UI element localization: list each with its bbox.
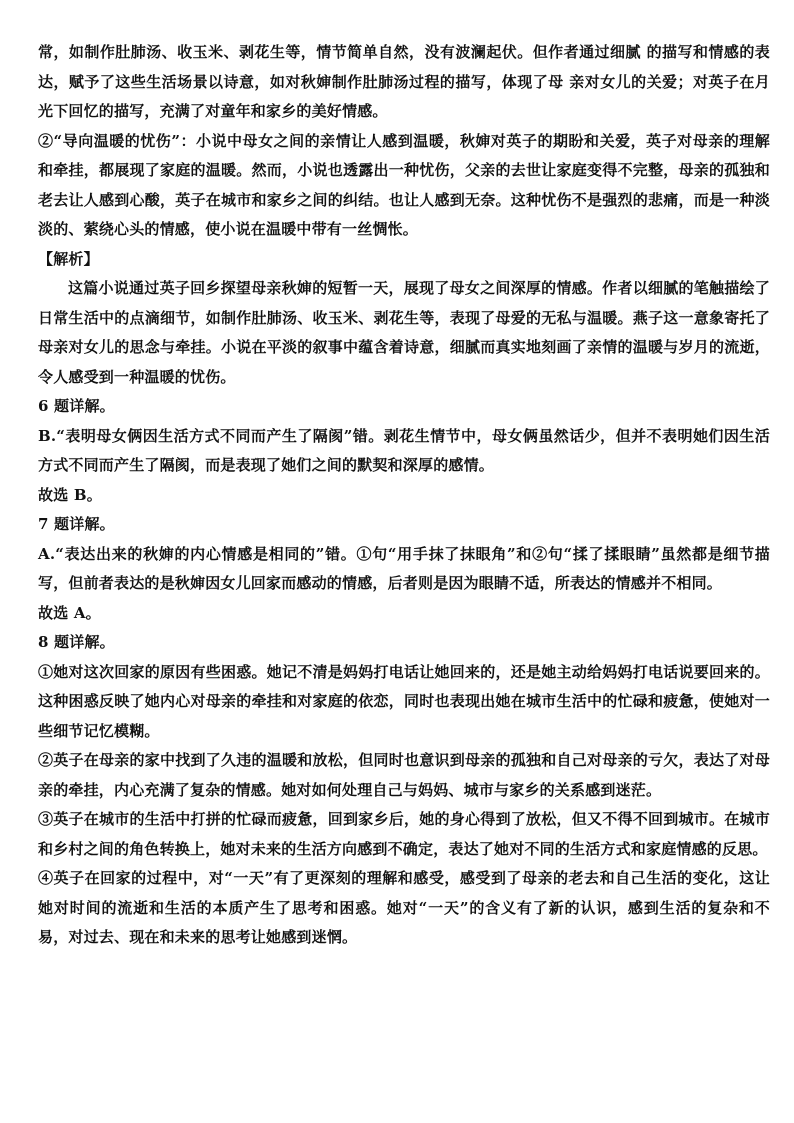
- question-7-heading: 7 题详解。: [38, 515, 115, 533]
- question-8-point-4: ④英子在回家的过程中，对“一天”有了更深刻的理解和感受，感受到了母亲的老去和自己生活的变化，这让她对时间的流逝和生活的本质产生了思考和困惑。她对“一天”的含义有了新的认识，感到生活的复杂和不易，对过去、现在和未来的思考让她感到迷惘。: [38, 869, 770, 946]
- question-7-explanation: A.“表达出来的秋婶的内心情感是相同的”错。①句“用手抹了抹眼角”和②句“揉了揉眼睛”虽然都是细节描写，但前者表达的是秋婶因女儿回家而感动的情感，后者则是因为眼睛不适，所表达的情感并不相同。: [38, 544, 770, 592]
- question-8-point-3: ③英子在城市的生活中打拼的忙碌而疲惫，回到家乡后，她的身心得到了放松，但又不得不回到城市。在城市和乡村之间的角色转换上，她对未来的生活方向感到不确定，表达了她对不同的生活方式和家庭情感的反思。: [38, 810, 770, 858]
- question-7-answer: 故选 A。: [38, 603, 101, 622]
- paragraph-warm-sorrow: ②“导向温暖的忧伤”：小说中母女之间的亲情让人感到温暖，秋婶对英子的期盼和关爱，英子对母亲的理解和牵挂，都展现了家庭的温暖。然而，小说也透露出一种忧伤，父亲的去世让家庭变得不完整，母亲的孤独和老去让人感到心酸，英子在城市和家乡之间的纠结。也让人感到无奈。这种忧伤不是强烈的悲痛，而是一种淡淡的、萦绕心头的情感，使小说在温暖中带有一丝惆怅。: [38, 131, 770, 238]
- question-8-heading: 8 题详解。: [38, 633, 115, 651]
- question-8-point-2: ②英子在母亲的家中找到了久违的温暖和放松，但同时也意识到母亲的孤独和自己对母亲的亏欠，表达了对母亲的牵挂，内心充满了复杂的情感。她对如何处理自己与妈妈、城市与家乡的关系感到迷茫。: [38, 751, 770, 799]
- question-6-answer: 故选 B。: [38, 485, 102, 504]
- document-body: [38, 38, 770, 953]
- question-6-heading: 6 题详解。: [38, 397, 115, 415]
- paragraph-continuation: 常，如制作肚肺汤、收玉米、剥花生等，情节简单自然，没有波澜起伏。但作者通过细腻 的描写和情感的表达，赋予了这些生活场景以诗意，如对秋婶制作肚肺汤过程的描写，体现了母 亲对女儿的关爱；对英子在月光下回忆的描写，充满了对童年和家乡的美好情感。: [38, 43, 770, 120]
- analysis-heading: 【解析】: [38, 249, 99, 268]
- question-8-point-1: ①她对这次回家的原因有些困惑。她记不清是妈妈打电话让她回来的，还是她主动给妈妈打电话说要回来的。这种困惑反映了她内心对母亲的牵挂和对家庭的依恋，同时也表现出她在城市生活中的忙碌和疲惫，使她对一些细节记忆模糊。: [38, 662, 770, 740]
- question-6-explanation: B.“表明母女俩因生活方式不同而产生了隔阂”错。剥花生情节中，母女俩虽然话少，但并不表明她们因生活方式不同而产生了隔阂，而是表现了她们之间的默契和深厚的感情。: [38, 426, 770, 474]
- paragraph-analysis: 这篇小说通过英子回乡探望母亲秋婶的短暂一天，展现了母女之间深厚的情感。作者以细腻的笔触描绘了日常生活中的点滴细节，如制作肚肺汤、收玉米、剥花生等，表现了母爱的无私与温暖。燕子这一意象寄托了母亲对女儿的思念与牵挂。小说在平淡的叙事中蕴含着诗意，细腻而真实地刻画了亲情的温暖与岁月的流逝，令人感受到一种温暖的忧伤。: [38, 279, 770, 386]
